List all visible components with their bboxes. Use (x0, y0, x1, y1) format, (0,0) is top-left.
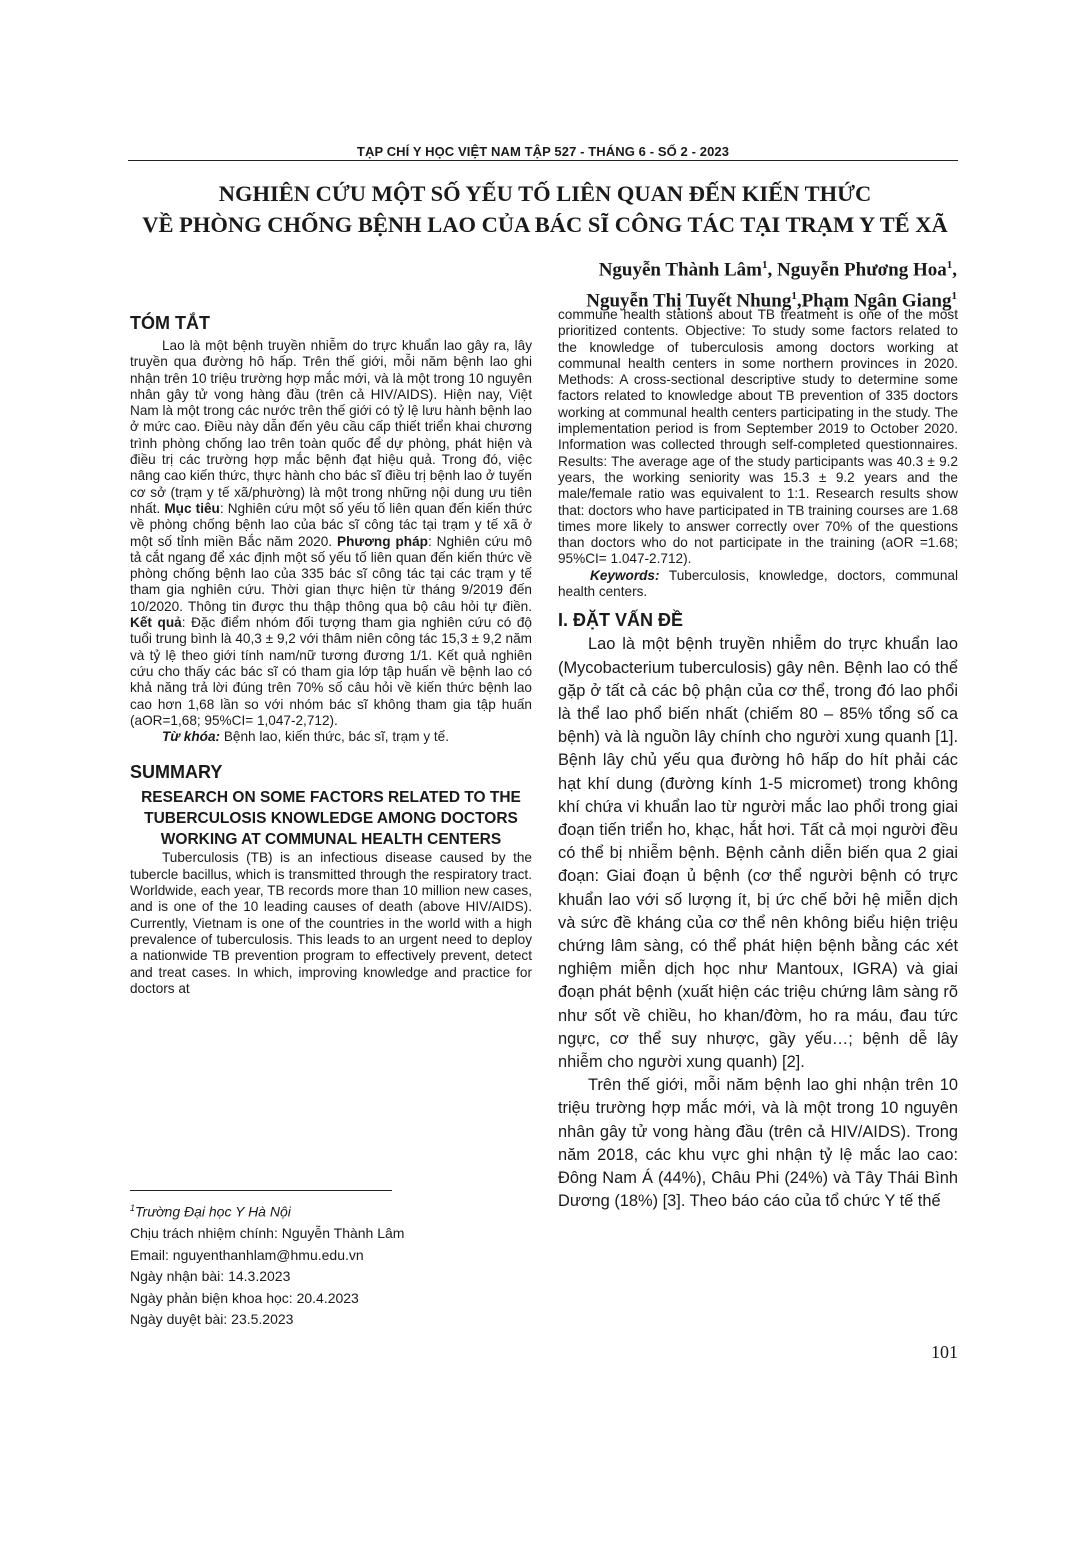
footnotes (130, 1198, 532, 1331)
section-1-heading: I. ĐẶT VẤN ĐỀ (558, 610, 684, 631)
section-1-paragraph-2: Trên thế giới, mỗi năm bệnh lao ghi nhận trên 10 triệu trường hợp mắc mới, và là một trong 10 nguyên nhân gây tử vong hàng đầu (trên cả HIV/AIDS). Trong năm 2018, các khu vực ghi nhận tỷ lệ mắc lao cao: Đông Nam Á (44%), Châu Phi (24%) và Tây Thái Bình Dương (18%) [3]. Theo báo cáo của tổ chức Y tế thế (558, 1076, 958, 1211)
summary-heading: SUMMARY (130, 762, 223, 783)
right-column (558, 307, 958, 1213)
footnote-email: Email: nguyenthanhlam@hmu.edu.vn (130, 1246, 364, 1263)
muc-tieu-text: : Nghiên cứu một số yếu tố liên quan đến kiến thức về phòng chống bệnh lao của bác sĩ công tác tại trạm y tế xã ở một số tỉnh miền Bắc năm 2020. (130, 500, 532, 549)
running-head: TẠP CHÍ Y HỌC VIỆT NAM TẬP 527 - THÁNG 6 - SỐ 2 - 2023 (356, 144, 730, 159)
footnote-received: Ngày nhận bài: 14.3.2023 (130, 1268, 291, 1285)
author-2: Nguyễn Phương Hoa (777, 259, 947, 281)
ket-qua-text: : Đặc điểm nhóm đối tượng tham gia nghiên cứu có độ tuổi trung bình là 40,3 ± 9,2 với thâm niên công tác 15,3 ± 9,2 năm và tỷ lệ theo giới tính nam/nữ tương đương 1/1. Kết quả nghiên cứu cho thấy các bác sĩ có tham gia lớp tập huấn về bệnh lao có khả năng trả lời đúng trên 70% số câu hỏi về kiến thức bệnh lao cao hơn 1,68 lần so với nhóm bác sĩ không tham gia tập huấn (aOR=1,68; 95%CI= 1,047-2,712). (130, 615, 532, 728)
keywords-paragraph (558, 568, 958, 601)
keywords-label: Keywords: (590, 567, 660, 583)
tu-khoa-text: Bệnh lao, kiến thức, bác sĩ, trạm y tế. (220, 729, 450, 745)
phuong-phap-label: Phương pháp (337, 533, 428, 549)
affiliation-mark: 1 (951, 290, 957, 303)
footnote-rule (130, 1190, 392, 1191)
affiliation-text: Trường Đại học Y Hà Nội (135, 1203, 291, 1220)
author-1: Nguyễn Thành Lâm (598, 259, 763, 281)
muc-tieu-label: Mục tiêu (164, 500, 220, 516)
summary-paragraph-right: commune health stations about TB treatment is one of the most prioritized contents. Objective: To study some factors related to the knowledge of tuberculosis among doctors working at communal health centers in some northern provinces in 2020. Methods: A cross-sectional descriptive study to determine some factors related to knowledge about TB prevention of 335 doctors working at communal health centers participating in the study. The implementation period is from September 2019 to October 2020. Information was collected through self-completed questionnaires. Results: The average age of the study participants was 40.3 ± 9.2 years, the working seniority was 15.3 ± 9.2 years and the male/female ratio was equivalent to 1:1. Research results show that: doctors who have participated in TB training courses are 1.68 times more likely to answer correctly over 70% of the questions than doctors who do not participate in the training (aOR =1.68; 95%CI= 1.047-2.712). (558, 307, 958, 567)
section-1-body (558, 633, 958, 1213)
tom-tat-intro: Lao là một bệnh truyền nhiễm do trực khuẩn lao gây ra, lây truyền qua đường hô hấp. Trên thế giới, mỗi năm bệnh lao ghi nhận trên 10 triệu trường hợp mắc mới, và là một trong 10 nguyên nhân gây tử vong hàng đầu (trên cả HIV/AIDS). Hiện nay, Việt Nam là một trong các nước trên thế giới có tỷ lệ lưu hành bệnh lao ở mức cao. Điều này dẫn đến yêu cầu cấp thiết triển khai chương trình phòng chống lao trên toàn quốc để dự phòng, phát hiện và điều trị các trường hợp mắc bệnh đạt hiệu quả. Trong đó, việc nâng cao kiến thức, thực hành cho bác sĩ điều trị bệnh lao ở tuyến cơ sở (trạm y tế xã/phường) là một trong những nội dung ưu tiên nhất. (130, 338, 532, 516)
tom-tat-paragraph (130, 338, 532, 729)
summary-title: RESEARCH ON SOME FACTORS RELATED TO THE TUBERCULOSIS KNOWLEDGE AMONG DOCTORS WORKING AT COMMUNAL HEALTH CENTERS (141, 789, 521, 849)
summary-paragraph-left: Tuberculosis (TB) is an infectious disease caused by the tubercle bacillus, which is transmitted through the respiratory tract. Worldwide, each year, TB records more than 10 million new cases, and is one of the 10 leading causes of death (above HIV/AIDS). Currently, Vietnam is one of the countries in the world with a high prevalence of tuberculosis. This leads to an urgent need to deploy a nationwide TB prevention program to effectively prevent, detect and treat cases. In which, improving knowledge and practice for doctors at (130, 850, 532, 996)
author-list (586, 252, 957, 315)
affiliation-mark: 1 (762, 259, 768, 271)
author-line-2: Nguyễn Thị Tuyết Nhung$^1$,Phạm Ngân Giang$^1$ (586, 290, 957, 312)
author-4: Phạm Ngân Giang (801, 290, 952, 312)
footnote-accepted: Ngày duyệt bài: 23.5.2023 (130, 1311, 294, 1328)
author-3: Nguyễn Thị Tuyết Nhung (586, 290, 792, 312)
affiliation-mark: 1 (130, 1203, 136, 1213)
affiliation-mark: 1 (946, 259, 953, 271)
page-number: 101 (931, 1342, 958, 1362)
tom-tat-heading: TÓM TẮT (130, 313, 210, 333)
footnote-corresponding: Chịu trách nhiệm chính: Nguyễn Thành Lâm (130, 1225, 405, 1242)
footnote-reviewed: Ngày phản biện khoa học: 20.4.2023 (130, 1289, 359, 1306)
article-title (60, 178, 1030, 240)
phuong-phap-text: : Nghiên cứu mô tả cắt ngang để xác định một số yếu tố liên quan đến kiến thức về phòng chống bệnh lao của 335 bác sĩ công tác tại các trạm y tế tham gia nghiên cứu. Thời gian thực hiện từ tháng 9/2019 đến 10/2020. Thông tin được thu thập thông qua bộ câu hỏi tự điền. (130, 533, 533, 614)
left-column (130, 312, 532, 997)
author-line-1: Nguyễn Thành Lâm$^1$, Nguyễn Phương Hoa$^1$, (598, 259, 957, 281)
title-line-1: NGHIÊN CỨU MỘT SỐ YẾU TỐ LIÊN QUAN ĐẾN KIẾN THỨC (218, 181, 872, 206)
section-1-paragraph-1: Lao là một bệnh truyền nhiễm do trực khuẩn lao (Mycobacterium tuberculosis) gây nên. Bệnh lao có thể gặp ở tất cả các bộ phận của cơ thể, trong đó lao phổi là thể lao phổ biến nhất (chiếm 80 – 85% tổng số ca bệnh) và là nguồn lây chính cho người xung quanh [1]. Bệnh lây chủ yếu qua đường hô hấp do hít phải các hạt khí dung (đường kính 1-5 micromet) trong không khí chứa vi khuẩn lao từ người mắc lao phổi trong giai đoạn tiến triển ho, khạc, hắt hơi. Tất cả mọi người đều có thể bị nhiễm bệnh. Bệnh cảnh diễn biến qua 2 giai đoạn: Giai đoạn ủ bệnh (cơ thể người bệnh có trực khuẩn lao với số lượng ít, bị ức chế bởi hệ miễn dịch và sức đề kháng của cơ thể nên không biểu hiện triệu chứng lâm sàng, có thể phát hiện bệnh bằng các xét nghiệm miễn dịch học như Mantoux, IGRA) và giai đoạn phát bệnh (xuất hiện các triệu chứng lâm sàng rõ như sốt về chiều, ho khan/đờm, ho ra máu, đau tức ngực, cơ thể suy nhược, gầy yếu…; bệnh dễ lây nhiễm cho người xung quanh) [2]. (558, 635, 958, 1071)
header-rule (128, 160, 958, 161)
affiliation-mark: 1 (791, 290, 797, 303)
footnote-affiliation (130, 1198, 532, 1223)
title-line-2: VỀ PHÒNG CHỐNG BỆNH LAO CỦA BÁC SĨ CÔNG TÁC TẠI TRẠM Y TẾ XÃ (142, 212, 948, 237)
ket-qua-label: Kết quả (130, 615, 182, 631)
tu-khoa-label: Từ khóa: (162, 729, 221, 745)
tu-khoa-paragraph (130, 729, 532, 745)
keywords-text: Tuberculosis, knowledge, doctors, communal health centers. (558, 567, 958, 600)
